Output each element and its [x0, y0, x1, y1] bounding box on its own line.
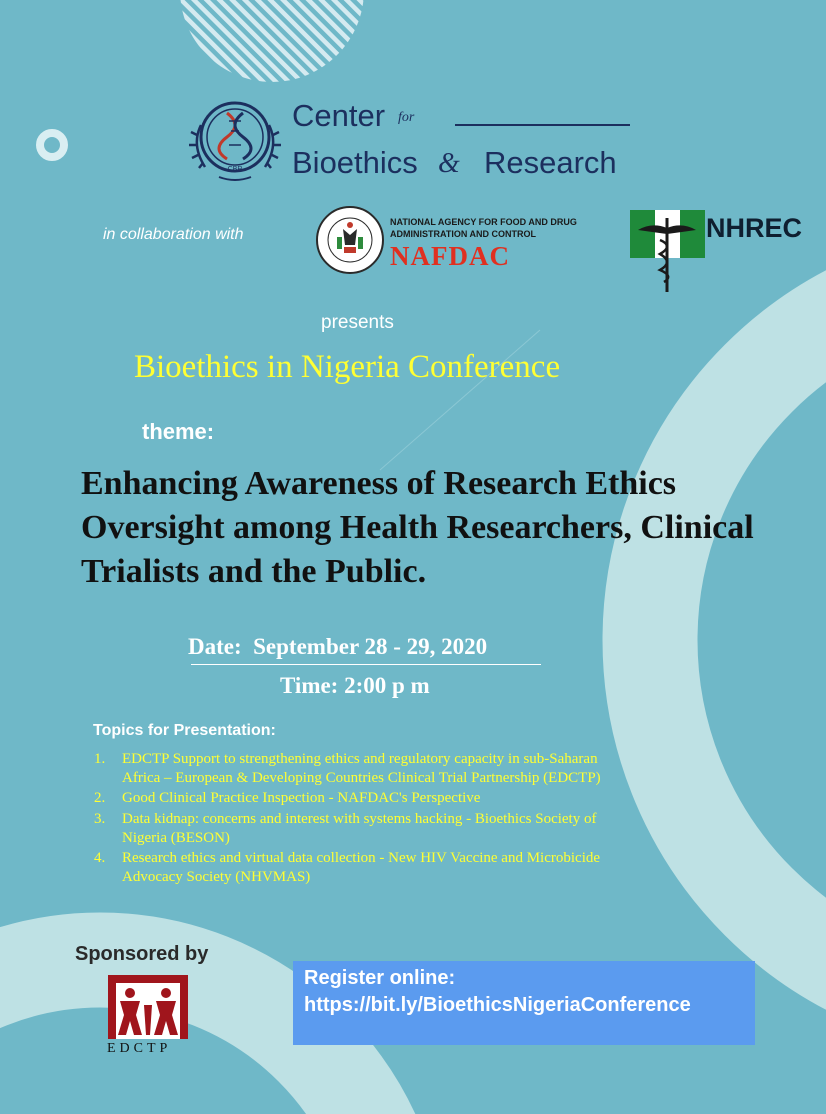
striped-semicircle [180, 0, 364, 82]
cbr-logo-text: CBR [227, 166, 243, 173]
topic-line: Africa – European & Developing Countries Clinical Trial Partnership (EDCTP) [122, 770, 601, 786]
theme-label: theme: [142, 419, 215, 444]
topic-line: EDCTP Support to strengthening ethics and regulatory capacity in sub-Saharan [122, 751, 598, 767]
register-link[interactable]: https://bit.ly/BioethicsNigeriaConference [304, 994, 691, 1016]
topic-line: Advocacy Society (NHVMAS) [122, 869, 311, 885]
register-label: Register online: [304, 967, 456, 989]
nhrec-logo-icon [630, 210, 706, 294]
cbr-logo [187, 95, 283, 183]
topic-line: Good Clinical Practice Inspection - NAFDAC's Perspective [122, 790, 481, 806]
event-date: Date: September 28 - 29, 2020 [188, 634, 488, 659]
edctp-logo-text: EDCTP [107, 1041, 172, 1056]
large-ring-right [650, 270, 826, 1010]
topic-number: 1. [94, 751, 106, 767]
topic-item-1 [94, 750, 601, 788]
topic-number: 2. [94, 790, 106, 806]
nafdac-name: NAFDAC [390, 241, 510, 271]
topic-line: Research ethics and virtual data collection - New HIV Vaccine and Microbicide [122, 850, 601, 866]
research-word: Research [484, 145, 617, 180]
collaboration-label: in collaboration with [103, 226, 244, 243]
topic-number: 3. [94, 811, 106, 827]
topic-line: Nigeria (BESON) [122, 830, 230, 846]
small-ring [40, 133, 64, 157]
topic-line: Data kidnap: concerns and interest with systems hacking - Bioethics Society of [122, 811, 597, 827]
bioethics-word: Bioethics [292, 145, 418, 180]
nafdac-line1: NATIONAL AGENCY FOR FOOD AND DRUG [390, 217, 577, 227]
nafdac-seal-icon [315, 205, 385, 275]
nafdac-line2: ADMINISTRATION AND CONTROL [390, 229, 536, 239]
theme-text: Enhancing Awareness of Research Ethics Oversight among Health Researchers, Clinical Trialists and the Public. [81, 465, 754, 590]
edctp-logo-icon [108, 975, 188, 1039]
date-divider [191, 664, 541, 665]
nhrec-name: NHREC [706, 213, 803, 243]
conference-title: Bioethics in Nigeria Conference [134, 349, 561, 385]
presents-text: presents [321, 312, 394, 333]
logo-underline [455, 124, 630, 126]
ampersand: & [438, 148, 460, 179]
topic-number: 4. [94, 850, 106, 866]
topic-item-3 [94, 810, 597, 848]
sponsored-by-label: Sponsored by [75, 943, 209, 965]
event-time: Time: 2:00 p m [280, 673, 430, 698]
topic-item-4 [94, 849, 601, 887]
center-word: Center [292, 98, 386, 133]
topic-item-2 [94, 789, 481, 808]
topics-heading: Topics for Presentation: [93, 722, 276, 739]
for-word: for [398, 110, 415, 125]
